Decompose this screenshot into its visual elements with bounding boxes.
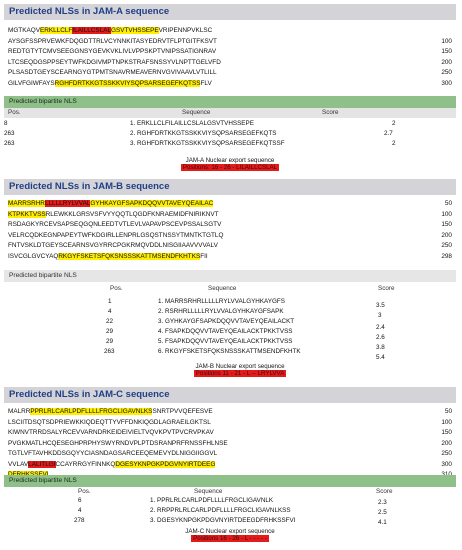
residue-number: 150 — [441, 429, 452, 436]
sequence-line — [8, 460, 452, 471]
export-label: JAM-B Nuclear export sequence — [195, 363, 285, 370]
residue-number: 100 — [441, 210, 452, 218]
sequence-text: MGTKAQV — [8, 27, 40, 34]
sequence-line — [8, 449, 452, 460]
sequence-text: CCAYRRGYFINNKQ — [55, 460, 116, 468]
nls-highlight: RKGYFSKETSFQKSNSSSKATTMSENDFKHTKS — [58, 252, 201, 260]
export-positions: Positions 16 - 26 - L - - - - - — [193, 535, 267, 542]
pos-header: Pos. — [78, 488, 91, 495]
residue-number: 300 — [441, 460, 452, 468]
sequence-text: VRIPENNPVKLSC — [158, 27, 213, 34]
table-row-pos: 6 — [78, 497, 82, 504]
score-header: Score — [322, 109, 339, 116]
residue-number: 300 — [441, 79, 452, 87]
jam-b-bipartite-title: Predicted bipartite NLS — [4, 270, 456, 282]
sequence-line — [8, 428, 452, 439]
sequence-text: FNTVSKLDTGEYSCEARNSVGYRRCPGKRMQVDDLNISGIIAAVVVVALV — [8, 242, 218, 249]
nes-highlight: ILAILLCSLAL — [72, 27, 112, 34]
sequence-text: FII — [200, 252, 208, 260]
residue-number: 50 — [444, 200, 452, 207]
residue-number: 150 — [441, 48, 452, 55]
sequence-line — [8, 199, 452, 210]
nes-highlight: LALITLGI — [28, 460, 56, 468]
table-row-pos: 22 — [106, 318, 114, 325]
sequence-line — [8, 79, 452, 90]
residue-number: 250 — [441, 69, 452, 76]
table-row-sequence: 1. MARRSRHRLLLLLRYLVVALGYHKAYGFS — [158, 298, 285, 305]
nes-highlight: LLLLLRYLVVAL — [44, 200, 91, 207]
sequence-text: KIWNVTRRDSALYRCEVVARNDRKEIDEIVIELTVQVKPVTPVCRVPKAV — [8, 429, 214, 436]
jam-c-sequence — [8, 407, 452, 481]
table-row-score: 2.5 — [378, 509, 387, 516]
nls-highlight: DGESYKNPGKPDGVNYIRTDEEG — [115, 460, 216, 468]
sequence-line — [8, 68, 452, 79]
sequence-header: Sequence — [208, 285, 237, 292]
table-row-score: 5.4 — [376, 354, 385, 361]
sequence-line — [8, 407, 452, 418]
score-header: Score — [376, 488, 393, 495]
sequence-line — [8, 231, 452, 242]
sequence-text: GILVFGIWFAYS — [8, 79, 55, 87]
sequence-line — [8, 252, 452, 263]
export-label: JAM-A Nuclear export sequence — [185, 157, 275, 164]
score-header: Score — [378, 285, 395, 292]
table-row-score: 2 — [392, 140, 396, 147]
sequence-header: Sequence — [182, 109, 211, 116]
residue-number: 200 — [441, 231, 452, 239]
sequence-text: RSDAGKYRCEVSAPSEQGQNLEEDTVTLEVLVAPAVPSCEVPSSALSGTV — [8, 221, 222, 228]
residue-number: 200 — [441, 58, 452, 66]
sequence-text: SNRTPVVQEFESVE — [152, 408, 213, 415]
table-row-sequence: 3. GYHKAYGFSAPKDQQVVTAVEYQEAILACKT — [158, 318, 295, 325]
sequence-text: FLV — [200, 79, 212, 87]
sequence-line — [8, 418, 452, 429]
table-row-sequence: 5. FSAPKDQQVVTAVEYQEAILACKTPKKTVSS — [158, 338, 293, 345]
sequence-line — [8, 26, 452, 37]
table-row-sequence: 6. RKGYFSKETSFQKSNSSSKATTMSENDFKHTK — [158, 348, 301, 355]
residue-number: 250 — [441, 242, 452, 249]
table-row-sequence: 3. DGESYKNPGKPDGVNYIRTDEEGDFRHKSSFVI — [150, 517, 296, 524]
pos-header: Pos. — [8, 109, 21, 116]
jam-c-export — [110, 528, 350, 542]
residue-number: 250 — [441, 450, 452, 457]
residue-number: 100 — [441, 418, 452, 426]
sequence-line — [8, 37, 452, 48]
table-row-pos: 29 — [106, 328, 114, 335]
jam-b-table-header — [4, 284, 456, 294]
table-row-pos: 4 — [108, 308, 112, 315]
sequence-line — [8, 58, 452, 69]
table-row-sequence: 4. FSAPKDQQVVTAVEYQEAILACKTPKKTVSS — [158, 328, 293, 335]
sequence-text: VELRCQDKEGNPAPEYTWFKDGIRLLENPRLGSQSTNSSYTMNTKTGTLQ — [8, 231, 224, 239]
sequence-line — [8, 47, 452, 58]
jam-b-export — [120, 363, 360, 377]
sequence-text: TGTLVFTAVHKDDSGQYYCIASNDAGSARCEEQEMEVYDLNIGGIIGGVL — [8, 450, 218, 457]
sequence-line — [8, 210, 452, 221]
residue-number: 100 — [441, 37, 452, 45]
table-row-score: 3 — [378, 312, 382, 319]
table-row-pos: 263 — [4, 140, 15, 147]
table-row-score: 2.3 — [378, 499, 387, 506]
nls-highlight: ERKLLCLF — [39, 27, 73, 34]
residue-number: 200 — [441, 439, 452, 447]
sequence-header: Sequence — [194, 488, 223, 495]
table-row-score: 2 — [392, 120, 396, 127]
sequence-text: PLSASDTGEYSCEARNGYGTPMTSNAVRMEAVERNVGVIVAAVLVTLILL — [8, 69, 217, 76]
sequence-text: RLEWKKLGRSVSFVYYQQTLQGDFKNRAEMIDFNIRIKNVT — [45, 210, 219, 218]
jam-a-bipartite-title: Predicted bipartite NLS — [4, 96, 456, 108]
sequence-text: MALRR — [8, 408, 31, 415]
table-row-sequence: 1. ERKLLCLFILAILLCSLALGSVTVHSSEPE — [130, 120, 254, 127]
table-row-sequence: 3. RGHFDRTKKGTSSKKVIYSQPSARSEGEFKQTSSF — [130, 140, 285, 147]
table-row-sequence: 2. RSRHRLLLLLRYLVVALGYHKAYGFSAPK — [158, 308, 284, 315]
sequence-text: LTCSEQDGSPPSEYTWFKDGIVMPTNPKSTRAFSNSSYVLNPTTGELVFD — [8, 58, 221, 66]
jam-c-table-header — [4, 487, 456, 497]
jam-b-sequence — [8, 199, 452, 262]
jam-a-table-header — [4, 108, 456, 118]
sequence-text: LSCIITDSQTSDPRIEWKKIQDEQTTYVFFDNKIQGDLAGRAEILGKTSL — [8, 418, 211, 426]
sequence-text: PVGKMATLHCQESEGHPRPHYSWYRNDVPLPTDSRANPRFRNSSFHLNSE — [8, 439, 228, 447]
table-row-score: 2.6 — [376, 334, 385, 341]
table-row-pos: 278 — [74, 517, 85, 524]
sequence-text: ISVCGLGVCYAQ — [8, 252, 59, 260]
jam-a-sequence — [8, 26, 452, 89]
export-positions: Positions: 16 - 26 - LILAILLCSLAL — [182, 164, 278, 171]
export-positions: Positions 11 - 21 - L -- LRYLVVA — [195, 370, 285, 377]
export-label: JAM-C Nuclear export sequence — [185, 528, 275, 535]
table-row-score: 2.7 — [384, 130, 393, 137]
table-row-sequence: 2. RRPPRLRLCARLPDFLLLLFRGCLIGAVNLKSS — [150, 507, 291, 514]
jam-a-section-title: Predicted NLSs in JAM-A sequence — [4, 4, 456, 20]
jam-c-section-title: Predicted NLSs in JAM-C sequence — [4, 387, 456, 403]
nls-highlight: MARRSRHR — [8, 200, 45, 207]
table-row-pos: 8 — [4, 120, 8, 127]
sequence-text: VVLAV — [8, 460, 29, 468]
sequence-text: AYSGFSSPRVEWKFDQGDTTRLVCYNNKITASYEDRVTFLPTGITFKSVT — [8, 37, 217, 45]
sequence-line — [8, 220, 452, 231]
table-row-score: 4.1 — [378, 519, 387, 526]
table-row-score: 2.4 — [376, 324, 385, 331]
nls-highlight: PPRLRLCARLPDFLLLLFRGCLIGAVNLKS — [30, 408, 153, 415]
jam-a-export — [110, 157, 350, 171]
nls-highlight: GSVTVHSSEPE — [111, 27, 159, 34]
table-row-pos: 263 — [104, 348, 115, 355]
jam-c-bipartite-title: Predicted bipartite NLS — [4, 475, 456, 487]
table-row-sequence: 1. PPRLRLCARLPDFLLLLFRGCLIGAVNLK — [150, 497, 274, 504]
table-row-pos: 29 — [106, 338, 114, 345]
nls-highlight: RGHFDRTKKGTSSKKVIYSQPSARSEGEFKQTSS — [54, 79, 201, 87]
residue-number: 50 — [444, 408, 452, 415]
pos-header: Pos. — [110, 285, 123, 292]
table-row-pos: 263 — [4, 130, 15, 137]
residue-number: 150 — [441, 221, 452, 228]
nls-highlight: GYHKAYGFSAPKDQQVVTAVEYQEAILAC — [90, 200, 214, 207]
nls-highlight: KTPKKTVSS — [8, 210, 46, 218]
table-row-score: 3.5 — [376, 302, 385, 309]
table-row-pos: 1 — [108, 298, 112, 305]
table-row-sequence: 2. RGHFDRTKKGTSSKKVIYSQPSARSEGEFKQTS — [130, 130, 277, 137]
sequence-line — [8, 439, 452, 450]
table-row-score: 3.8 — [376, 344, 385, 351]
residue-number: 298 — [441, 252, 452, 260]
jam-b-section-title: Predicted NLSs in JAM-B sequence — [4, 179, 456, 195]
table-row-pos: 4 — [78, 507, 82, 514]
sequence-text: REDTGTYTCMVSEEGGNSYGEVKVKLIVLVPPSKPTVNIPSSATIGNRAV — [8, 48, 217, 55]
sequence-line — [8, 241, 452, 252]
